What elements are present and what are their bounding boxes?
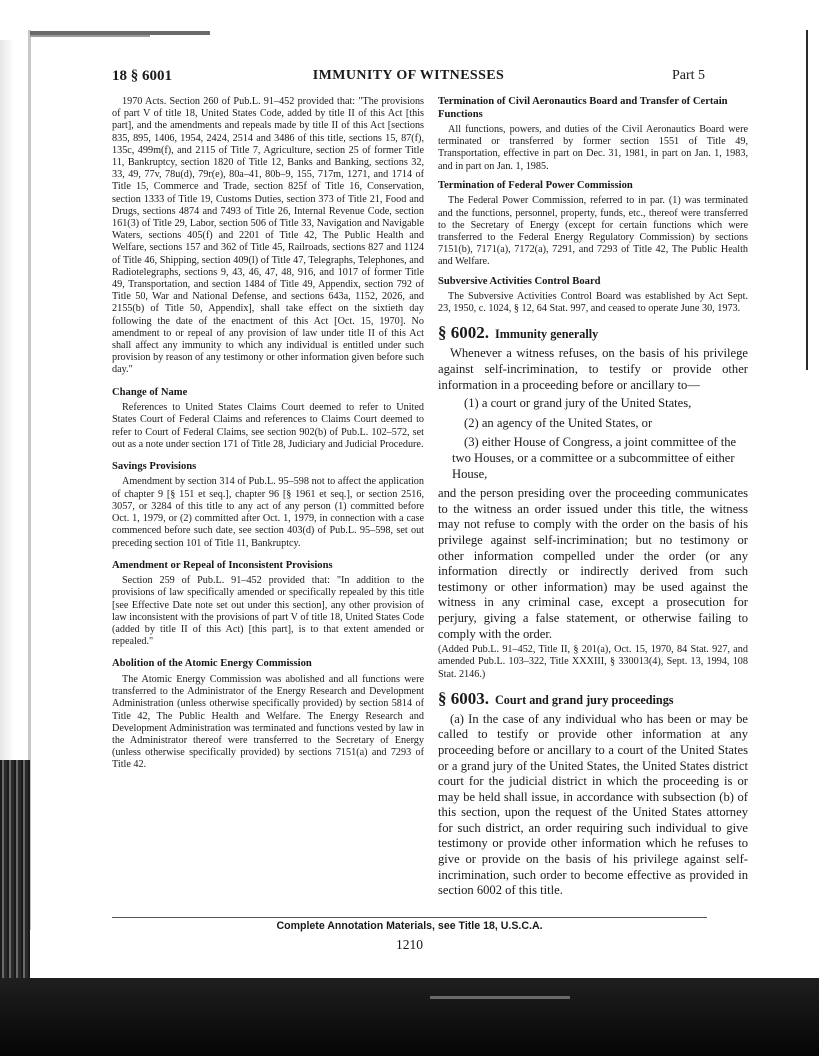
section-6002-list — [438, 396, 748, 482]
note-fpc: The Federal Power Commission, referred to in par. (1) was terminated and the functions, personnel, property, funds, etc., thereof were transferred to the Secretary of Energy (except for certain functions which were transferred to the Federal Energy Regulatory Commission) by sections 7151(b), 7171(a), 7172(a), 7291, and 7293 of Title 42, The Public Health and Welfare. — [438, 195, 748, 268]
note-heading-fpc: Termination of Federal Power Commission — [438, 179, 633, 191]
running-head-part: Part 5 — [671, 68, 705, 83]
note-heading-savings: Savings Provisions — [112, 460, 197, 472]
note-savings: Amendment by section 314 of Pub.L. 95–598 not to affect the application of chapter 9 [§ 151 et seq.], chapter 96 [§ 1961 et seq.], or section 2516, 3057, or 3284 of this title to any act of any person (1) committed before Oct. 1, 1979, or (2) committed after Oct. 1, 1979, in connection with a case commenced before such date, see section 403(d) of Pub.L. 95–598, set out preceding section 101 of Title 11, Bankruptcy. — [112, 476, 424, 549]
note-heading-atomic-energy: Abolition of the Atomic Energy Commission — [112, 658, 312, 670]
note-heading-sacb: Subversive Activities Control Board — [438, 275, 601, 287]
section-6002-heading — [438, 324, 748, 343]
note-sacb: The Subversive Activities Control Board was established by Act Sept. 23, 1950, c. 1024, § 12, 64 Stat. 997, and ceased to operate June 30, 1973. — [438, 291, 748, 315]
note-amendment-repeal: Section 259 of Pub.L. 91–452 provided that: "In addition to the provisions of law specifically amended or specifically repealed by this title [see Effective Date note set out under this section], any other provision of law inconsistent with the provisions of part V of title 18, United States Code (added by title II of this Act) [this part], is to that extent amended or repealed." — [112, 575, 424, 648]
right-column — [438, 96, 748, 899]
note-change-of-name: References to United States Claims Court deemed to refer to United States Court of Federal Claims and references to Claims Court deemed to refer to Court of Federal Claims, see section 902(b) of Pub.L. 102–572, set out as a note under section 171 of Title 28, Judiciary and Judicial Procedure. — [112, 402, 424, 450]
scan-artifact-top-faint — [30, 35, 150, 37]
scan-streak — [430, 996, 570, 999]
scan-margin-line — [806, 30, 808, 370]
section-6002-item-2: (2) an agency of the United States, or — [464, 415, 653, 430]
annotation-materials-note: Complete Annotation Materials, see Title 18, U.S.C.A. — [276, 920, 543, 932]
running-head-section: 18 § 6001 — [112, 68, 172, 84]
note-cab: All functions, powers, and duties of the Civil Aeronautics Board were terminated or transferred by former section 1551 of Title 49, Transportation, effective in part on Dec. 31, 1981, in part on Jan. 1, 1983, and in part on Jan. 1, 1985. — [438, 124, 748, 172]
section-6002-item-1: (1) a court or grand jury of the United States, — [464, 396, 692, 411]
running-head-title: IMMUNITY OF WITNESSES — [312, 68, 505, 83]
scan-edge-shadow — [0, 40, 14, 760]
section-6003-number: § 6003. — [438, 688, 489, 708]
page-number: 1210 — [396, 937, 423, 952]
section-6002-title: Immunity generally — [495, 327, 599, 342]
running-head — [112, 68, 705, 90]
scan-binding-shadow — [0, 760, 30, 978]
section-6002-number: § 6002. — [438, 323, 489, 343]
note-heading-change-of-name: Change of Name — [112, 386, 188, 398]
note-heading-amendment-repeal: Amendment or Repeal of Inconsistent Provisions — [112, 559, 333, 571]
note-1970-acts: 1970 Acts. Section 260 of Pub.L. 91–452 provided that: "The provisions of part V of title 18, United States Code, added by title II of this Act [this part], and the amendments and repeals made by title II of this Act [sections 835, 895, 1406, 1954, 2424, 2514 and 3486 of this title, sections 15, 87(f), 135c, 499m(f), and 2115 of Title 7, Agriculture, section 25 of former Title 11, Bankruptcy, section 1820 of Title 12, Banks and Banking, sections 32, 33, 49, 77v, 78u(d), 79r(e), 80a–41, 80b–9, 155, 717m, 1271, and 1714 of Title 15, Commerce and Trade, section 825f of Title 16, Conservation, section 1333 of Title 19, Customs Duties, section 373 of Title 21, Food and Drugs, sections 4874 and 7493 of Title 26, Internal Revenue Code, section 161(3) of Title 29, Labor, section 506 of Title 33, Navigation and Navigable Waters, sections 405(f) and 2201 of Title 42, The Public Health and Welfare, sections 157 and 362 of Title 45, Railroads, sections 827 and 1124 of Title 46, Shipping, section 409(l) of Title 47, Telegraphs, Telephones, and Radiotelegraphs, sections 9, 43, 46, 47, 48, 916, and 1017 of former Title 49, Transportation, and section 1484 of Title 49, Appendix, section 792 of Title 50, War and National Defense, and sections 643a, 1152, 2026, and 2155(b) of Title 50, Appendix], shall take effect on the sixtieth day following the date of the enactment of this Act [Oct. 15, 1970]. No amendment to or repeal of any provision of law under title II of this Act shall affect any immunity to which any individual is entitled under such provision by reason of any testimony or other information given before such day." — [112, 96, 424, 376]
scan-bottom-shadow — [0, 978, 819, 1056]
section-6003-title: Court and grand jury proceedings — [495, 692, 674, 707]
left-column — [112, 96, 424, 772]
section-6002-body: and the person presiding over the proceeding communicates to the witness an order issued under this title, the witness may not refuse to comply with the order on the basis of his privilege against self-incrimination; but no testimony or other information compelled under the order (or any information directly or indirectly derived from such testimony or other information) may be used against the witness in any criminal case, except a prosecution for perjury, giving a false statement, or otherwise failing to comply with the order. — [438, 486, 748, 641]
note-heading-cab: Termination of Civil Aeronautics Board and Transfer of Certain Functions — [438, 96, 728, 120]
section-6003-heading — [438, 690, 748, 709]
section-6002-lead: Whenever a witness refuses, on the basis of his privilege against self-incrimination, to testify or provide other information in a proceeding before or ancillary to— — [438, 346, 748, 392]
note-atomic-energy: The Atomic Energy Commission was abolished and all functions were transferred to the Administrator of the Energy Research and Development Administration (unless otherwise specifically provided) by section 5814 of Title 42, The Public Health and Welfare. The Energy Research and Development Administration was terminated and functions vested by law in the Administrator thereof were transferred to the Secretary of Energy (unless otherwise specifically provided) by sections 7151(a) and 7293 of Title 42. — [112, 673, 424, 771]
section-6002-credits: (Added Pub.L. 91–452, Title II, § 201(a), Oct. 15, 1970, 84 Stat. 927, and amended Pub.L. 103–322, Title XXXIII, § 330013(4), Sept. 13, 1994, 108 Stat. 2146.) — [438, 644, 748, 680]
section-6003-subsection-a: (a) In the case of any individual who has been or may be called to testify or provide other information at any proceeding before or ancillary to a court of the United States or a grand jury of the United States, the United States district court for the judicial district in which the proceeding is or may be held shall issue, in accordance with subsection (b) of this section, upon the request of the United States attorney for such district, an order requiring such individual to give testimony or provide other information which he refuses to give or provide on the basis of his privilege against self-incrimination, such order to become effective as provided in section 6002 of this title. — [438, 711, 748, 898]
footer-rule — [112, 917, 707, 918]
section-6002-item-3: (3) either House of Congress, a joint committee of the two Houses, or a committee or a subcommittee of either House, — [452, 435, 737, 481]
